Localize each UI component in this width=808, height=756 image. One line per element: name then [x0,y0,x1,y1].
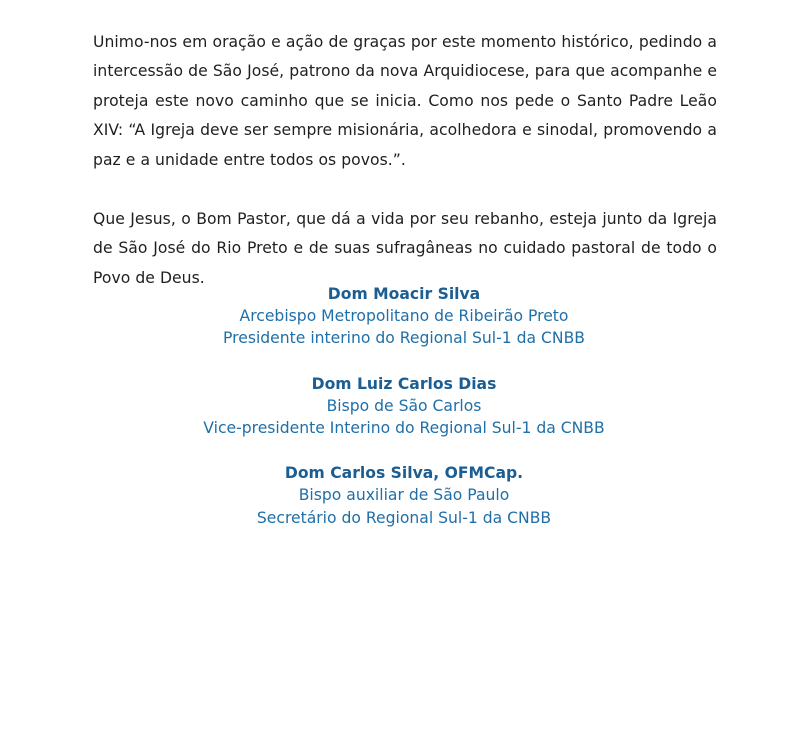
signatory-name: Dom Moacir Silva [327,285,481,303]
signatory-role: Arcebispo Metropolitano de Ribeirão Preto [239,307,569,326]
signatory-name: Dom Carlos Silva, OFMCap. [284,464,524,483]
signatory-role: Vice-presidente Interino do Regional Sul-1 da CNBB [203,419,605,438]
signature-block [0,283,808,552]
signatory-moacir-silva [0,283,808,350]
signatory-role: Bispo auxiliar de São Paulo [298,486,510,505]
signatory-luiz-carlos-dias [0,373,808,440]
signatory-carlos-silva [0,462,808,529]
signatory-role: Secretário do Regional Sul-1 da CNBB [256,508,552,527]
body-paragraph-prayer: Unimo-nos em oração e ação de graças por este momento histórico, pedindo a intercessão de São José, patrono da nova Arquidiocese, para que acompanhe e proteja este novo caminho que se inicia. Como nos pede o Santo Padre Leão XIV: “A Igreja deve ser sempre misionária, acolhedora e sinodal, promovendo a paz e a unidade entre todos os povos.”. [93,32,717,169]
signatory-role: Presidente interino do Regional Sul-1 da CNBB [223,329,585,348]
signatory-name: Dom Luiz Carlos Dias [311,374,497,393]
body-paragraph-blessing: Que Jesus, o Bom Pastor, que dá a vida por seu rebanho, esteja junto da Igreja de São José do Rio Preto e de suas sufragâneas no cuidado pastoral de todo o Povo de Deus. [93,209,717,287]
signatory-role: Bispo de São Carlos [326,396,482,415]
